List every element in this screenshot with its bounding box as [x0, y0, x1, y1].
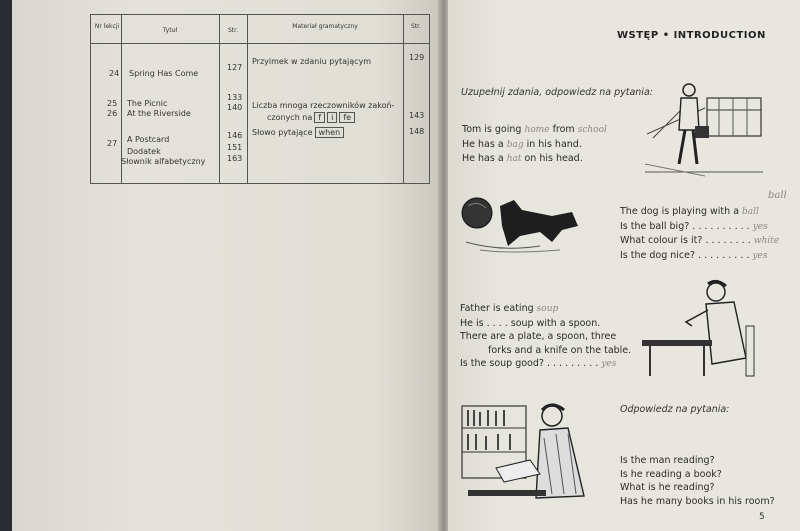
row-title: A Postcard [127, 135, 170, 144]
instruction-2: Odpowiedz na pytania: [620, 404, 730, 415]
instruction-1: Uzupełnij zdania, odpowiedz na pytania: [461, 87, 653, 98]
header-grammar: Materiał gramatyczny [292, 23, 358, 30]
suffix-box: f [314, 112, 325, 123]
handwriting: hat [506, 154, 522, 164]
row-nr: 24 [109, 69, 120, 78]
header-page: Str. [228, 27, 238, 34]
exercise-2: The dog is playing with a ball Is the ball big? . . . . . . . . . . yes What colour is it? . . . . . . . . white Is the dog nice? . . . . . . . . . yes [620, 206, 780, 261]
row-grammar-cont: czonych na f i fe [267, 112, 355, 123]
row-page-2: 148 [409, 127, 425, 136]
row-title: Dodatek [127, 147, 161, 156]
handwriting-annotation: ball [768, 190, 787, 201]
handwriting: ball [742, 207, 759, 217]
handwriting: yes [752, 221, 768, 232]
exercise-3: Father is eating soup He is . . . . soup with a spoon. There are a plate, a spoon, three forks and a knife on the table. Is the soup good? . . . . . . . . . yes [460, 303, 632, 369]
row-title: The Picnic [127, 99, 168, 108]
word-box: when [315, 127, 345, 138]
row-page-2: 129 [409, 53, 425, 62]
row-page: 151 [227, 143, 243, 152]
dog-illustration [460, 196, 585, 256]
exercise-4: Is the man reading? Is he reading a book? What is he reading? Has he many books in his room? [620, 455, 775, 507]
row-nr: 26 [107, 109, 118, 118]
row-page: 146 [227, 131, 243, 140]
handwriting: home [524, 125, 550, 135]
header-title: Tytuł [162, 27, 178, 34]
row-grammar: Liczba mnoga rzeczowników zakoń- [252, 101, 395, 110]
handwriting: white [753, 236, 780, 246]
header-page-2: Str. [411, 23, 421, 30]
row-title: At the Riverside [127, 109, 191, 118]
boy-illustration [645, 78, 765, 178]
handwriting: soup [536, 304, 559, 314]
handwriting: yes [601, 359, 617, 369]
row-page: 163 [227, 154, 243, 163]
row-nr: 25 [107, 99, 118, 108]
man-eating-illustration [642, 278, 768, 378]
row-page: 140 [227, 103, 243, 112]
header-nr: Nr lekcji [94, 23, 120, 30]
row-title: Spring Has Come [129, 69, 199, 78]
row-title: Słownik alfabetyczny [121, 157, 206, 166]
handwriting: school [577, 125, 607, 135]
row-grammar: Słowo pytające when [252, 127, 344, 138]
page-number: 5 [759, 512, 765, 522]
row-page: 133 [227, 93, 243, 102]
contents-table [90, 14, 430, 184]
man-reading-illustration [460, 398, 590, 508]
row-page: 127 [227, 63, 243, 72]
suffix-box: fe [339, 112, 355, 123]
handwriting: bag [506, 139, 524, 150]
exercise-1: Tom is going home from school He has a bag in his hand. He has a hat on his head. [462, 124, 607, 164]
suffix-box: i [327, 112, 337, 123]
row-page-2: 143 [409, 111, 425, 120]
page-header: WSTĘP • INTRODUCTION [617, 30, 766, 41]
handwriting: yes [752, 250, 768, 261]
row-grammar: Przyimek w zdaniu pytającym [252, 57, 372, 66]
row-nr: 27 [107, 139, 118, 148]
